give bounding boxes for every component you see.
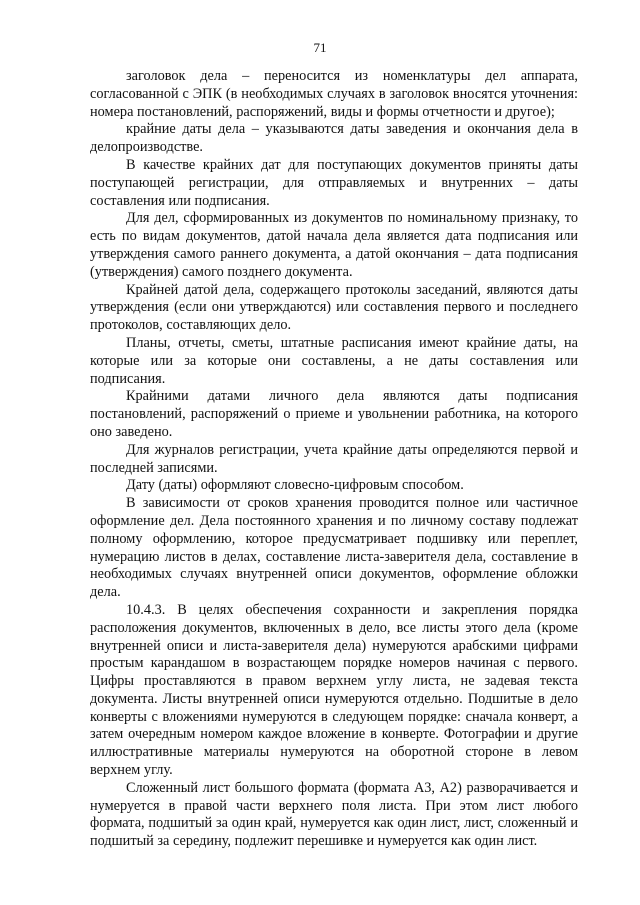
paragraph-protocol-cases: Крайней датой дела, содержащего протоколы заседаний, являются даты утверждения (если они утверждаются) или составления первого и последнего протоколов, составляющих дело. — [90, 281, 578, 334]
document-body — [90, 68, 578, 851]
paragraph-personal-case: Крайними датами личного дела являются даты подписания постановлений, распоряжений о приеме и увольнении работника, на которого оно заведено. — [90, 388, 578, 440]
page-number: 71 — [313, 40, 327, 55]
paragraph-journals: Для журналов регистрации, учета крайние даты определяются первой и последней записями. — [90, 441, 578, 476]
paragraph-case-formatting: В зависимости от сроков хранения проводится полное или частичное оформление дел. Дела постоянного хранения и по личному составу подлежат полному оформлению, которое предусматривает подшивку или переплет, нумерацию листов в делах, составление листа-заверителя дела, составление в необходимых случаях внутренней описи документов, оформление обложки дела. — [90, 495, 578, 601]
paragraph-nominal-cases: Для дел, сформированных из документов по номинальному признаку, то есть по видам документов, датой начала дела является дата подписания или утверждения самого раннего документа, а датой окончания – дата подписания (утверждения) самого позднего документа. — [90, 210, 578, 280]
paragraph-date-format: Дату (даты) оформляют словесно-цифровым способом. — [126, 477, 464, 494]
paragraph-folded-sheets: Сложенный лист большого формата (формата А3, А2) разворачивается и нумеруется в правой части верхнего поля листа. При этом лист любого формата, подшитый за один край, нумеруется как один лист, лист, сложенный и подшитый за середину, подлежит перешивке и нумеруется как один лист. — [90, 779, 578, 850]
paragraph-section-10-4-3: 10.4.3. В целях обеспечения сохранности и закрепления порядка расположения документов, включенных в дело, все листы этого дела (кроме внутренней описи и листа-заверителя дела) нумеруются арабскими цифрами простым карандашом в возрастающем порядке номеров начиная с первого. Цифры проставляются в правом верхнем углу листа, не задевая текста документа. Листы внутренней описи нумеруются отдельно. Подшитые в дело конверты с вложениями нумеруются в следующем порядке: сначала конверт, а затем очередным номером каждое вложение в конверте. Фотографии и другие иллюстративные материалы нумеруются на оборотной стороне в левом верхнем углу. — [90, 601, 578, 779]
paragraph-case-title: заголовок дела – переносится из номенклатуры дел аппарата, согласованной с ЭПК (в необходимых случаях в заголовок вносятся уточнения: номера постановлений, распоряжений, виды и формы отчетности и другое); — [90, 68, 578, 120]
paragraph-case-dates: крайние даты дела – указываются даты заведения и окончания дела в делопроизводстве. — [90, 121, 578, 156]
paragraph-incoming-dates: В качестве крайних дат для поступающих документов приняты даты поступающей регистрации, для отправляемых и внутренних – даты составления или подписания. — [90, 156, 578, 209]
paragraph-plans-reports: Планы, отчеты, сметы, штатные расписания имеют крайние даты, на которые или за которые они составлены, а не даты составления или подписания. — [90, 334, 578, 387]
